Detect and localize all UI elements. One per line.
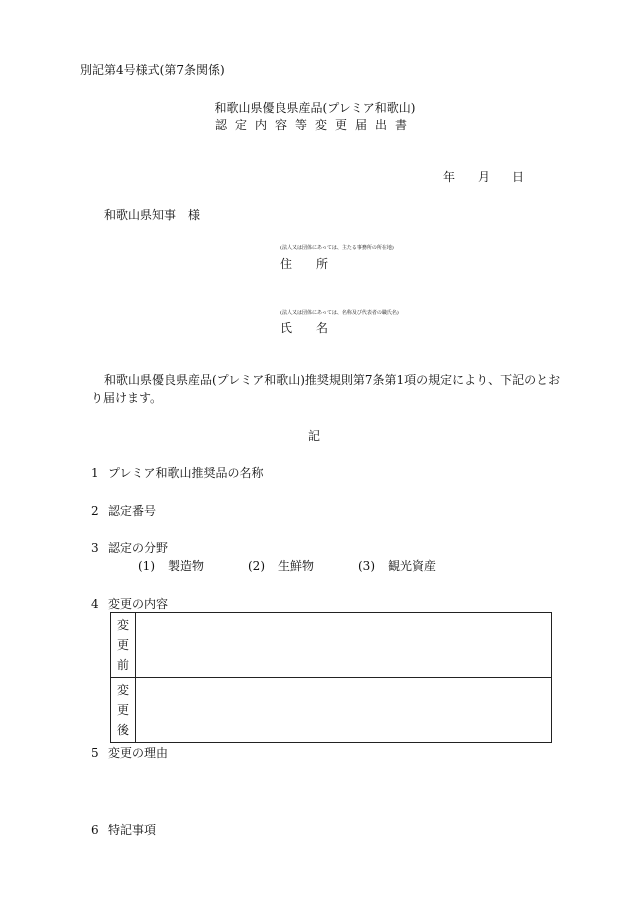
item-2-label: 認定番号 — [108, 504, 157, 518]
item-6-label: 特記事項 — [108, 823, 157, 837]
form-reference: 別記第4号様式(第7条関係) — [80, 63, 225, 77]
option-1-label: 製造物 — [168, 559, 205, 573]
item-4-label: 変更の内容 — [108, 597, 169, 611]
before-content-cell[interactable] — [136, 613, 552, 678]
date-month: 月 — [478, 170, 491, 184]
title-line-1: 和歌山県優良県産品(プレミア和歌山) — [214, 101, 416, 115]
change-content-table — [110, 612, 552, 743]
address-note: (法人又は団体にあっては、主たる事務所の所在地) — [280, 245, 394, 251]
item-2-number: 2 — [91, 504, 99, 518]
addressee: 和歌山県知事 様 — [104, 208, 201, 222]
option-1-number: (1) — [138, 559, 155, 573]
date-year: 年 — [443, 170, 456, 184]
after-char-2: 更 — [116, 703, 129, 717]
before-label-cell — [111, 613, 136, 678]
name-label: 氏 名 — [280, 321, 329, 335]
body-line-2: り届けます。 — [91, 391, 163, 405]
item-3-number: 3 — [91, 541, 99, 555]
item-1-label: プレミア和歌山推奨品の名称 — [108, 466, 264, 480]
address-label: 住 所 — [280, 257, 329, 271]
option-2-label: 生鮮物 — [278, 559, 315, 573]
option-3-number: (3) — [358, 559, 375, 573]
before-char-1: 変 — [116, 618, 129, 632]
table-row-after — [111, 678, 552, 743]
table-row-before — [111, 613, 552, 678]
before-char-2: 更 — [116, 638, 129, 652]
item-5-number: 5 — [91, 746, 99, 760]
name-note: (法人又は団体にあっては、名称及び代表者の職氏名) — [280, 310, 399, 316]
body-line-1: 和歌山県優良県産品(プレミア和歌山)推奨規則第7条第1項の規定により、下記のとお — [104, 373, 561, 387]
option-2-number: (2) — [248, 559, 265, 573]
after-content-cell[interactable] — [136, 678, 552, 743]
item-5-label: 変更の理由 — [108, 746, 169, 760]
item-1-number: 1 — [91, 466, 99, 480]
after-char-1: 変 — [116, 683, 129, 697]
item-6-number: 6 — [91, 823, 99, 837]
item-3-label: 認定の分野 — [108, 541, 169, 555]
title-line-2: 認定内容等変更届出書 — [214, 118, 415, 132]
after-label-cell — [111, 678, 136, 743]
after-char-3: 後 — [116, 723, 129, 737]
before-char-3: 前 — [116, 658, 129, 672]
ki-heading: 記 — [308, 429, 321, 443]
date-day: 日 — [512, 170, 525, 184]
item-4-number: 4 — [91, 597, 99, 611]
option-3-label: 観光資産 — [388, 559, 437, 573]
